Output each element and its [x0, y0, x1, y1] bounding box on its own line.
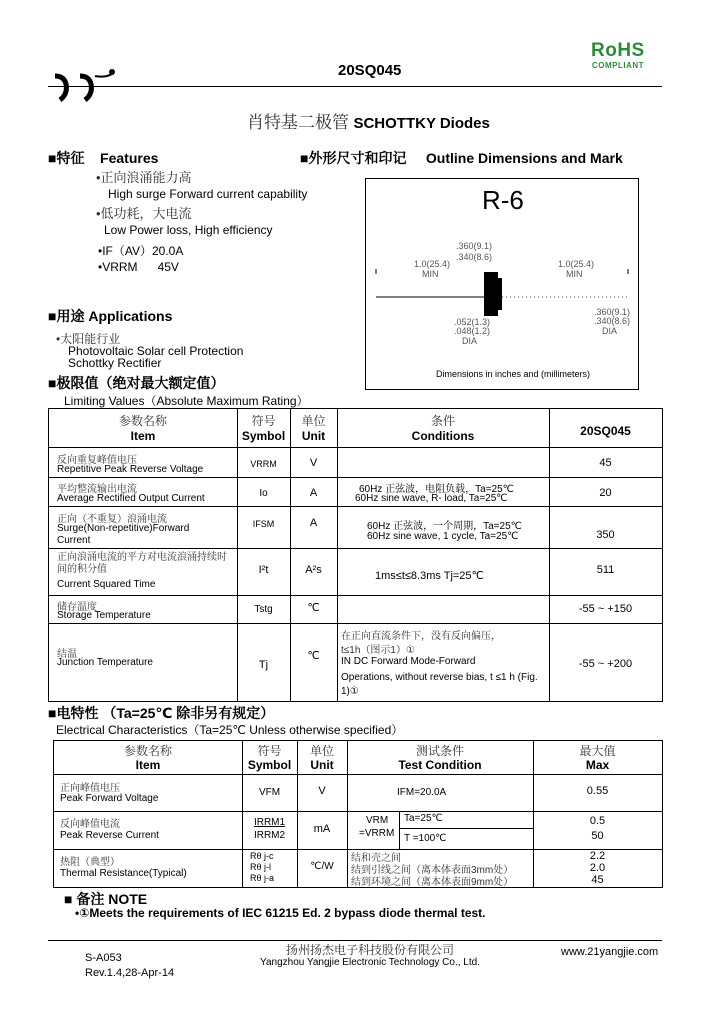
- dim-body-length-min: .340(8.6): [456, 252, 493, 262]
- ec-vfm-item: Peak Forward Voltage: [60, 793, 159, 804]
- limiting-heading-cn: ■极限值（绝对最大额定值）: [48, 375, 225, 391]
- feature-if: •IF（AV）20.0A: [98, 244, 184, 258]
- row-tj-value: -55 ~ +200: [578, 658, 633, 670]
- row-io-symbol: Io: [259, 488, 268, 499]
- col-conditions-cn: 条件: [430, 414, 455, 428]
- rohs-logo: RoHS: [591, 40, 645, 61]
- row-vrrm-cn: 反向重复峰值电压: [57, 455, 137, 466]
- ec-vfm-cond: IFM=20.0A: [397, 787, 447, 798]
- ec-irrm1-symbol: IRRM1: [253, 817, 286, 828]
- row-vrrm-value: 45: [599, 457, 612, 469]
- dim-lead-left-min: MIN: [422, 269, 439, 279]
- row-tj-cond2: t≤1h（图示1）①: [341, 645, 415, 656]
- col-symbol-cn: 符号: [251, 414, 276, 428]
- col-part: 20SQ045: [580, 424, 631, 438]
- col-item: Item: [130, 429, 156, 443]
- feature-2-cn: •低功耗，大电流: [96, 206, 192, 221]
- dim-body-dia-min: .340(8.6): [594, 316, 631, 326]
- ec-rth-cn: 热阻（典型）: [60, 857, 120, 868]
- ec-col-symbol: Symbol: [247, 758, 292, 772]
- feature-2-en: Low Power loss, High efficiency: [104, 223, 273, 237]
- row-tj-cond4: Operations, without reverse bias, t ≤1 h (Fig. 1)①: [341, 672, 538, 697]
- ec-irrm-cond1: Ta=25℃: [404, 813, 443, 824]
- row-ifsm-value: 350: [596, 529, 615, 541]
- ec-col-item: Item: [135, 758, 161, 772]
- ec-irrm2-value: 50: [591, 830, 604, 842]
- ec-irrm-vrrm: =VRRM: [359, 828, 395, 839]
- row-i2t-value: 511: [596, 564, 615, 576]
- ec-rth-jl-symbol: Rθ j-l: [250, 862, 272, 872]
- row-tstg-item: Storage Temperature: [57, 610, 151, 621]
- row-ifsm-symbol: IFSM: [252, 519, 275, 529]
- ec-rth-jl-value: 2.0: [589, 862, 606, 874]
- row-i2t-cn: 正向浪涌电流的平方对电流浪涌持续时间的积分值: [57, 552, 227, 575]
- page-title: 肖特基二极管 SCHOTTKY Diodes: [247, 113, 490, 132]
- ec-rth-cond3: 结到环境之间（离本体表面9mm处）: [351, 877, 514, 888]
- col-unit-cn: 单位: [301, 414, 326, 428]
- row-i2t-unit: A²s: [305, 564, 322, 576]
- outline-box: [365, 178, 639, 390]
- electrical-table: [53, 740, 663, 888]
- row-io-cn: 平均整流输出电流: [57, 484, 137, 495]
- row-ifsm-cn: 正向（不重复）浪涌电流: [57, 514, 167, 525]
- row-tj-unit: ℃: [307, 650, 320, 662]
- col-conditions: Conditions: [411, 429, 475, 443]
- outline-heading: ■外形尺寸和印记 Outline Dimensions and Mark: [300, 150, 623, 166]
- dim-lead-dia-label: DIA: [462, 336, 478, 346]
- ec-rth-jc-value: 2.2: [589, 850, 606, 862]
- ec-col-max: Max: [585, 758, 610, 772]
- row-tstg-symbol: Tstg: [254, 604, 273, 615]
- dimension-note: Dimensions in inches and (millimeters): [436, 369, 591, 379]
- ec-irrm1-value: 0.5: [589, 815, 606, 827]
- dim-lead-right: 1.0(25.4): [558, 259, 595, 269]
- header-divider: [48, 86, 662, 87]
- website-link[interactable]: www.21yangjie.com: [561, 946, 659, 958]
- row-ifsm-item2: Current: [57, 535, 91, 546]
- ec-vfm-unit: V: [318, 785, 326, 797]
- ec-col-item-cn: 参数名称: [123, 744, 172, 758]
- ec-rth-item: Thermal Resistance(Typical): [60, 868, 187, 879]
- rohs-compliant: COMPLIANT: [592, 61, 645, 70]
- feature-1-en: High surge Forward current capability: [108, 187, 308, 201]
- row-tj-cond1: 在正向直流条件下，没有反向偏压，: [341, 631, 501, 642]
- ec-col-condition-cn: 测试条件: [415, 744, 464, 758]
- row-i2t-symbol: I²t: [258, 564, 269, 576]
- row-vrrm-symbol: VRRM: [250, 459, 277, 469]
- dim-lead-right-min: MIN: [566, 269, 583, 279]
- row-vrrm-item: Repetitive Peak Reverse Voltage: [57, 464, 204, 475]
- package-name: R-6: [482, 185, 524, 215]
- outline-drawing: [366, 179, 638, 389]
- ec-irrm-cond2: T =100℃: [404, 833, 447, 844]
- ec-irrm-cn: 反向峰值电流: [60, 819, 120, 830]
- company-name-en: Yangzhou Yangjie Electronic Technology Co., Ltd.: [260, 957, 480, 968]
- ec-rth-ja-value: 45: [591, 874, 604, 886]
- ec-irrm-vrm: VRM: [366, 815, 389, 826]
- row-ifsm-unit: A: [309, 517, 318, 529]
- ec-rth-cond1: 结和壳之间: [351, 853, 401, 864]
- dim-body-length-max: .360(9.1): [456, 241, 493, 251]
- feature-1-cn: •正向浪涌能力高: [96, 170, 192, 185]
- part-number: 20SQ045: [338, 62, 402, 79]
- ec-irrm-unit: mA: [313, 823, 331, 835]
- ec-vfm-cn: 正向峰值电压: [60, 783, 120, 794]
- ec-irrm-item: Peak Reverse Current: [60, 830, 159, 841]
- row-io-cond2: 60Hz sine wave, R- load, Ta=25℃: [355, 493, 508, 504]
- ec-col-max-cn: 最大值: [579, 744, 616, 758]
- row-i2t-item: Current Squared Time: [57, 579, 156, 590]
- ec-rth-ja-symbol: Rθ j-a: [250, 873, 275, 883]
- ec-col-unit-cn: 单位: [309, 744, 334, 758]
- ec-col-symbol-cn: 符号: [257, 744, 282, 758]
- limiting-heading-en: Limiting Values（Absolute Maximum Rating）: [64, 394, 309, 408]
- ec-irrm2-symbol: IRRM2: [253, 830, 286, 841]
- ec-rth-unit: ℃/W: [310, 861, 334, 872]
- note-1: •①Meets the requirements of IEC 61215 Ed. 2 bypass diode thermal test.: [75, 906, 486, 920]
- row-ifsm-cond2: 60Hz sine wave, 1 cycle, Ta=25℃: [367, 531, 519, 542]
- company-name-cn: 扬州扬杰电子科技股份有限公司: [285, 943, 454, 957]
- row-tstg-value: -55 ~ +150: [578, 603, 633, 615]
- col-unit: Unit: [301, 429, 326, 443]
- row-vrrm-unit: V: [309, 457, 318, 469]
- row-ifsm-cond1: 60Hz 正弦波，一个周期，Ta=25℃: [367, 521, 522, 532]
- row-tstg-unit: ℃: [307, 602, 320, 614]
- row-i2t-cond: 1ms≤t≤8.3ms Tj=25℃: [375, 570, 484, 582]
- row-ifsm-item: Surge(Non-repetitive)Forward: [57, 523, 190, 534]
- application-1: Photovoltaic Solar cell Protection: [68, 344, 244, 358]
- application-cn: •太阳能行业: [56, 332, 121, 346]
- row-tj-item: Junction Temperature: [57, 657, 153, 668]
- electrical-heading-cn: ■电特性 （Ta=25℃ 除非另有规定）: [48, 705, 275, 721]
- limiting-table: [48, 408, 663, 702]
- electrical-heading-en: Electrical Characteristics（Ta=25℃ Unless otherwise specified）: [56, 723, 404, 737]
- row-tj-cn: 结温: [57, 649, 77, 660]
- ec-vfm-value: 0.55: [586, 785, 609, 797]
- doc-number: S-A053: [85, 952, 122, 964]
- row-tj-symbol: Tj: [258, 659, 269, 671]
- dim-body-dia-label: DIA: [602, 326, 618, 336]
- ec-vfm-symbol: VFM: [258, 787, 281, 798]
- ec-col-condition: Test Condition: [398, 758, 482, 772]
- row-io-value: 20: [599, 487, 612, 499]
- row-tj-cond3: IN DC Forward Mode-Forward: [341, 656, 476, 667]
- notes-heading: ■ 备注 NOTE: [64, 891, 148, 907]
- row-io-cond1: 60Hz 正弦波，电阻负载，Ta=25℃: [359, 484, 514, 495]
- dim-lead-dia-min: .048(1.2): [454, 326, 491, 336]
- dim-body-dia-max: .360(9.1): [594, 307, 631, 317]
- application-2: Schottky Rectifier: [68, 356, 162, 370]
- feature-vrrm: •VRRM 45V: [98, 260, 179, 274]
- row-io-unit: A: [309, 487, 318, 499]
- features-heading: ■特征 Features: [48, 150, 159, 166]
- row-tstg-cn: 储存温度: [57, 602, 97, 613]
- row-io-item: Average Rectified Output Current: [57, 493, 205, 504]
- revision: Rev.1.4,28-Apr-14: [85, 967, 175, 979]
- ec-col-unit: Unit: [310, 758, 334, 772]
- ec-rth-cond2: 结到引线之间（离本体表面3mm处）: [351, 865, 514, 876]
- col-symbol: Symbol: [241, 429, 286, 443]
- dim-lead-left: 1.0(25.4): [414, 259, 451, 269]
- applications-heading: ■用途 Applications: [48, 308, 173, 324]
- col-item-cn: 参数名称: [118, 414, 167, 428]
- dim-lead-dia-max: .052(1.3): [454, 317, 491, 327]
- ec-rth-jc-symbol: Rθ j-c: [250, 851, 274, 861]
